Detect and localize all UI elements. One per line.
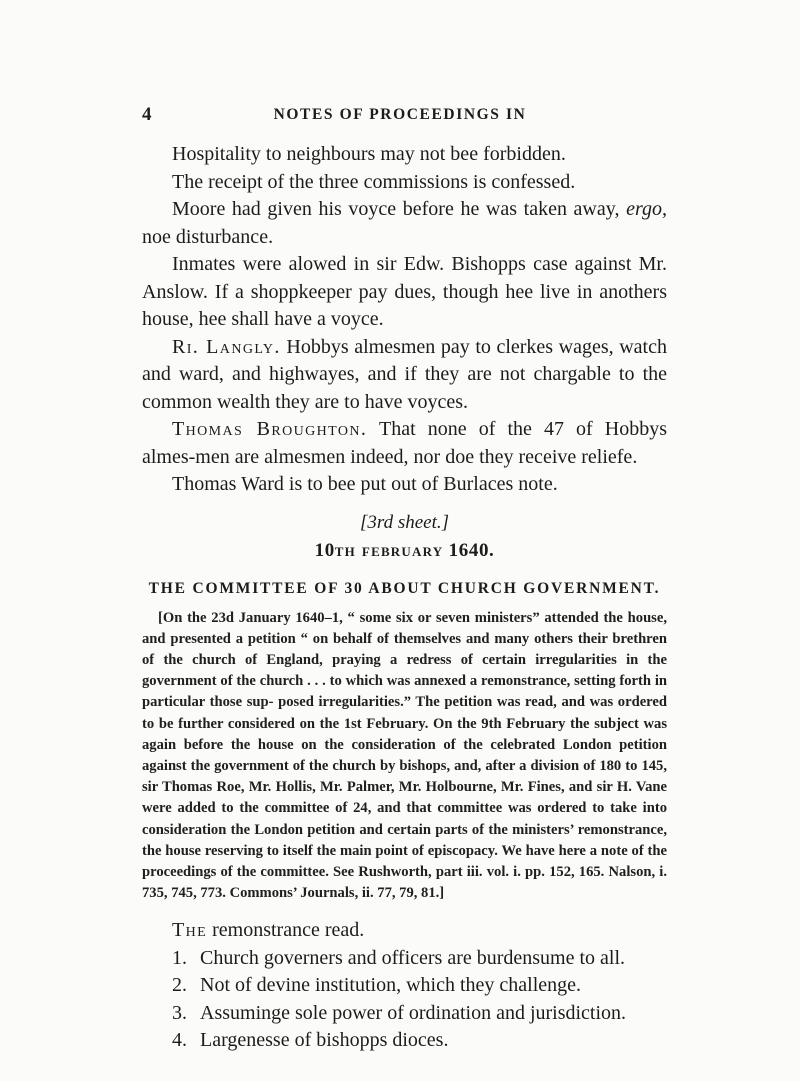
paragraph-commissions: The receipt of the three commissions is confessed.	[172, 170, 576, 193]
speaker-broughton: Thomas Broughton.	[172, 418, 368, 440]
paragraph-moore-text: Moore had given his voyce before he was taken away,	[172, 198, 627, 220]
list-item	[142, 1000, 667, 1028]
date-heading-year: 1640.	[443, 540, 495, 561]
remonstrance-heading	[142, 917, 667, 945]
list-item-number: 2.	[172, 974, 187, 997]
paragraph-moore-end: noe disturbance.	[142, 225, 274, 248]
list-item-text: Largenesse of bishopps dioces.	[200, 1029, 449, 1052]
sheet-note: [3rd sheet.]	[359, 511, 450, 533]
paragraph-inmates: Inmates were alowed in sir Edw. Bishopps case against Mr. Anslow. If a shoppkeeper pay dues, though hee live in anothers house, hee shall have a voyce.	[142, 253, 667, 330]
remonstrance-list	[142, 945, 667, 1055]
editorial-note: [On the 23d January 1640–1, “ some six or seven ministers” attended the house, and presented a petition “ on behalf of themselves and many others their brethren of the church of England, praying a redress of certain irregularities in the government of the church . . . to which was annexed a remonstrance, setting forth in particular those sup- posed irregularities.” The petition was read, and was ordered to be further considered on the 1st February. On the 9th February the subject was again before the house on the consideration of the celebrated London petition against the government of the church by bishops, and, after a division of 180 to 145, sir Thomas Roe, Mr. Hollis, Mr. Palmer, Mr. Holbourne, Mr. Fines, and sir H. Vane were added to the committee of 24, and that committee was ordered to take into consideration the London petition and certain parts of the ministers’ remonstrance, the house reserving to itself the main point of episcopacy. We have here a note of the proceedings of the committee. See Rushworth, part iii. vol. i. pp. 152, 165. Nalson, i. 735, 745, 773. Commons’ Journals, ii. 77, 79, 81.]	[142, 609, 667, 902]
paragraph-broughton	[142, 416, 667, 471]
ergo-italic: ergo,	[626, 198, 667, 220]
list-item-text: Church governers and officers are burdensume to all.	[200, 946, 626, 969]
main-text	[142, 141, 667, 1055]
broughton-text: That none of the 47 of Hobbys almes-men are almesmen indeed, nor doe they receive reliefe.	[142, 418, 667, 468]
list-item	[142, 945, 667, 973]
remonstrance-rest: remonstrance read.	[207, 919, 365, 942]
remonstrance-lead: The	[172, 919, 208, 942]
paragraph-langly	[142, 334, 667, 417]
list-item-number: 3.	[172, 1001, 187, 1024]
date-heading	[142, 537, 667, 565]
list-item-number: 1.	[172, 946, 187, 969]
list-item	[142, 1027, 667, 1055]
list-item-text: Assuminge sole power of ordination and jurisdiction.	[200, 1001, 627, 1024]
committee-heading: THE COMMITTEE OF 30 ABOUT CHURCH GOVERNMENT.	[148, 579, 661, 597]
page-number: 4	[142, 104, 152, 125]
list-item	[142, 972, 667, 1000]
paragraph-ward: Thomas Ward is to bee put out of Burlaces note.	[172, 473, 558, 495]
langly-text: Hobbys almesmen pay to clerkes wages, watch and ward, and highwayes, and if they are not chargable to the common wealth they are to have voyces.	[142, 335, 667, 413]
running-title: NOTES OF PROCEEDINGS IN	[273, 106, 527, 123]
list-item-text: Not of devine institution, which they challenge.	[200, 974, 582, 997]
speaker-langly: Ri. Langly.	[172, 335, 281, 358]
paragraph-moore	[142, 196, 667, 251]
list-item-number: 4.	[172, 1029, 187, 1052]
date-heading-number: 10	[314, 540, 335, 561]
paragraph-hospitality: Hospitality to neighbours may not bee forbidden.	[172, 143, 566, 165]
date-heading-month: th february	[334, 540, 444, 561]
